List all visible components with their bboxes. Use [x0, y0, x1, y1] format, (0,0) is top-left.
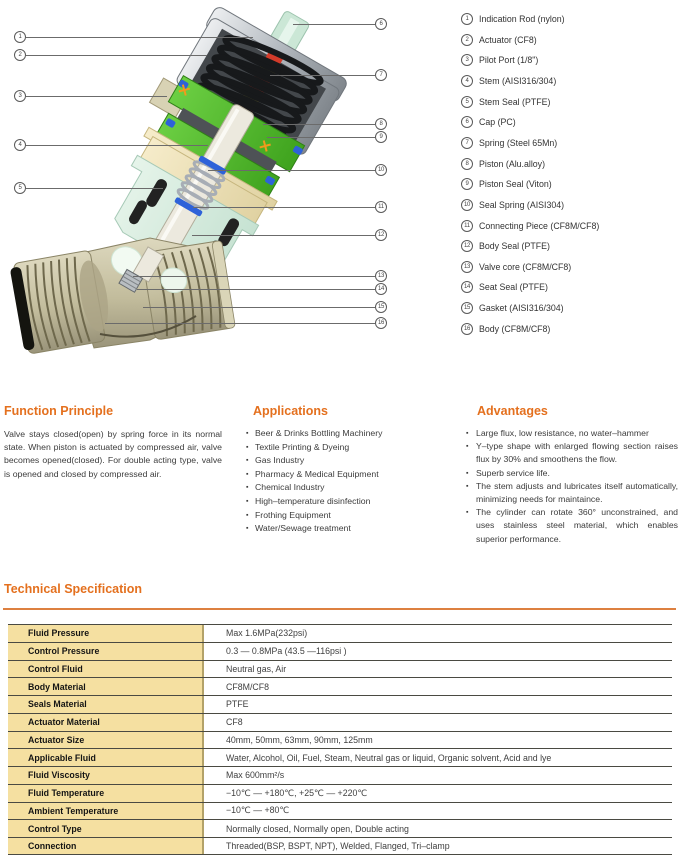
part-number: 10: [461, 199, 473, 211]
bullet-icon: ▪: [246, 430, 249, 437]
bullet-icon: ▪: [246, 470, 249, 478]
callout-line: [26, 55, 207, 56]
callout-circle: 9: [375, 131, 387, 143]
part-label: Body (CF8M/CF8): [479, 324, 551, 334]
spec-label: Actuator Size: [8, 732, 204, 749]
part-item: [461, 178, 552, 190]
list-item: ▪ Textile Printing & Dyeing: [246, 441, 462, 455]
part-label: Stem (AISI316/304): [479, 76, 557, 86]
bullet-icon: ▪: [466, 469, 469, 477]
spec-value: 0.3 — 0.8MPa (43.5 —116psi ): [226, 646, 347, 657]
list-item: ▪ Water/Sewage treatment: [246, 522, 462, 536]
part-number: 11: [461, 220, 473, 232]
part-item: [461, 137, 557, 149]
part-item: [461, 281, 548, 293]
callout-line: [26, 145, 208, 146]
spec-label: Applicable Fluid: [8, 749, 204, 766]
callout-line: [143, 307, 375, 308]
spec-value: Max 1.6MPa(232psi): [226, 628, 308, 639]
part-item: [461, 116, 516, 128]
valve-diagram: [0, 0, 460, 396]
callout-line: [26, 96, 167, 97]
list-item: ▪ Large flux, low resistance, no water–hammer: [464, 427, 678, 440]
function-principle-title: Function Principle: [4, 404, 114, 418]
spec-value: Neutral gas, Air: [226, 663, 287, 674]
callout-circle: 12: [375, 229, 387, 241]
part-number: 9: [461, 178, 473, 190]
part-label: Stem Seal (PTFE): [479, 97, 551, 107]
table-row: [8, 819, 672, 837]
spec-value: CF8: [226, 717, 243, 728]
bullet-icon: ▪: [246, 443, 249, 451]
spec-label: Fluid Pressure: [8, 625, 204, 642]
part-label: Piston (Alu.alloy): [479, 159, 546, 169]
part-item: [461, 240, 550, 252]
callout-circle: 11: [375, 201, 387, 213]
callout-circle: 13: [375, 270, 387, 282]
table-row: [8, 695, 672, 713]
part-number: 1: [461, 13, 473, 25]
part-number: 2: [461, 34, 473, 46]
spec-value: Threaded(BSP, BSPT, NPT), Welded, Flanged, Tri–clamp: [226, 840, 450, 851]
valve-illustration: [0, 0, 460, 396]
part-item: [461, 54, 538, 66]
tech-spec-divider: [3, 608, 676, 610]
list-item: ▪ Y–type shape with enlarged flowing section raises flux by 30% and smoothens the flow.: [464, 440, 678, 466]
part-label: Piston Seal (Viton): [479, 179, 552, 189]
part-item: [461, 220, 599, 232]
part-item: [461, 75, 556, 87]
list-item: ▪ The cylinder can rotate 360° unconstrained, and uses stainless steel material, which enables superior performance.: [464, 506, 678, 546]
applications-section: [246, 404, 462, 536]
spec-value: PTFE: [226, 699, 249, 710]
table-row: [8, 802, 672, 820]
bullet-icon: ▪: [466, 509, 469, 517]
spec-label: Seals Material: [8, 696, 204, 713]
advantages-list: [464, 427, 678, 546]
part-number: 4: [461, 75, 473, 87]
part-number: 5: [461, 96, 473, 108]
part-label: Seal Spring (AISI304): [479, 200, 565, 210]
bullet-icon: ▪: [246, 511, 249, 519]
part-label: Body Seal (PTFE): [479, 241, 550, 251]
callout-circle: 8: [375, 118, 387, 130]
spec-value: Max 600mm²/s: [226, 770, 285, 781]
spec-label: Fluid Viscosity: [8, 767, 204, 784]
bullet-icon: ▪: [466, 430, 469, 437]
list-item: ▪ Superb service life.: [464, 467, 678, 480]
spec-value: 40mm, 50mm, 63mm, 90mm, 125mm: [226, 734, 373, 745]
part-label: Pilot Port (1/8"): [479, 55, 539, 65]
callout-circle: 2: [14, 49, 26, 61]
bullet-icon: ▪: [466, 443, 469, 451]
spec-label: Control Type: [8, 820, 204, 837]
callout-line: [105, 323, 375, 324]
part-label: Gasket (AISI316/304): [479, 303, 564, 313]
callout-line: [137, 289, 375, 290]
table-row: [8, 748, 672, 766]
callout-line: [133, 276, 375, 277]
table-row: [8, 766, 672, 784]
part-label: Spring (Steel 65Mn): [479, 138, 558, 148]
part-item: [461, 323, 550, 335]
spec-value: −10℃ — +180℃, +25℃ — +220℃: [226, 787, 368, 798]
part-number: 12: [461, 240, 473, 252]
callout-circle: 14: [375, 283, 387, 295]
callout-circle: 15: [375, 301, 387, 313]
part-item: [461, 96, 550, 108]
applications-list: [246, 427, 462, 536]
spec-label: Connection: [8, 838, 204, 854]
part-label: Connecting Piece (CF8M/CF8): [479, 221, 600, 231]
callout-circle: 1: [14, 31, 26, 43]
part-item: [461, 302, 564, 314]
callout-line: [263, 124, 375, 125]
callout-line: [267, 137, 375, 138]
part-label: Indication Rod (nylon): [479, 14, 565, 24]
part-item: [461, 261, 571, 273]
bullet-icon: ▪: [246, 457, 249, 465]
part-label: Actuator (CF8): [479, 35, 537, 45]
spec-value: Normally closed, Normally open, Double acting: [226, 823, 409, 834]
callout-line: [270, 75, 375, 76]
part-item: [461, 158, 545, 170]
list-item: ▪ Frothing Equipment: [246, 509, 462, 523]
bullet-icon: ▪: [466, 482, 469, 490]
part-number: 13: [461, 261, 473, 273]
table-row: [8, 837, 672, 855]
spec-label: Fluid Temperature: [8, 785, 204, 802]
parts-list: [461, 0, 679, 396]
table-row: [8, 784, 672, 802]
callout-circle: 16: [375, 317, 387, 329]
bullet-icon: ▪: [246, 525, 249, 533]
table-row: [8, 624, 672, 642]
spec-label: Control Fluid: [8, 661, 204, 678]
spec-label: Ambient Temperature: [8, 803, 204, 820]
callout-circle: 7: [375, 69, 387, 81]
bullet-icon: ▪: [246, 497, 249, 505]
part-item: [461, 199, 564, 211]
tech-spec-title: Technical Specification: [4, 582, 143, 596]
spec-value: Water, Alcohol, Oil, Fuel, Steam, Neutral gas or liquid, Organic solvent, Acid and lye: [226, 752, 552, 763]
advantages-section: [464, 404, 678, 546]
part-item: [461, 13, 565, 25]
bullet-icon: ▪: [246, 484, 249, 492]
table-row: [8, 713, 672, 731]
applications-title: Applications: [253, 404, 329, 418]
callout-line: [293, 24, 375, 25]
table-row: [8, 731, 672, 749]
part-number: 3: [461, 54, 473, 66]
list-item: ▪ Beer & Drinks Bottling Machinery: [246, 427, 462, 441]
list-item: ▪ Gas Industry: [246, 454, 462, 468]
tech-spec-table: [8, 624, 672, 855]
callout-circle: 6: [375, 18, 387, 30]
callout-circle: 4: [14, 139, 26, 151]
callout-line: [26, 37, 253, 38]
part-label: Cap (PC): [479, 117, 516, 127]
table-row: [8, 642, 672, 660]
list-item: ▪ Pharmacy & Medical Equipment: [246, 468, 462, 482]
part-label: Valve core (CF8M/CF8): [479, 262, 572, 272]
function-principle-section: [4, 404, 222, 481]
spec-label: Actuator Material: [8, 714, 204, 731]
spec-label: Body Material: [8, 678, 204, 695]
part-number: 6: [461, 116, 473, 128]
spec-label: Control Pressure: [8, 643, 204, 660]
table-row: [8, 660, 672, 678]
part-number: 14: [461, 281, 473, 293]
part-number: 15: [461, 302, 473, 314]
advantages-title: Advantages: [477, 404, 548, 418]
callout-circle: 5: [14, 182, 26, 194]
part-item: [461, 34, 537, 46]
list-item: ▪ High–temperature disinfection: [246, 495, 462, 509]
callout-circle: 3: [14, 90, 26, 102]
list-item: ▪ The stem adjusts and lubricates itself automatically, minimizing needs for maintaince.: [464, 480, 678, 506]
table-row: [8, 677, 672, 695]
part-number: 8: [461, 158, 473, 170]
spec-value: CF8M/CF8: [226, 681, 270, 692]
callout-line: [192, 235, 375, 236]
list-item: ▪ Chemical Industry: [246, 481, 462, 495]
spec-value: −10℃ — +80℃: [226, 805, 290, 816]
callout-circle: 10: [375, 164, 387, 176]
part-number: 16: [461, 323, 473, 335]
function-principle-body: Valve stays closed(open) by spring force in its normal state. When piston is actuated by compressed air, valve becomes opened(closed). For double acting type, valve is opened and closed by compressed air.: [4, 429, 222, 479]
part-number: 7: [461, 137, 473, 149]
callout-line: [26, 188, 163, 189]
callout-line: [193, 207, 375, 208]
callout-line: [208, 170, 375, 171]
part-label: Seat Seal (PTFE): [479, 282, 548, 292]
